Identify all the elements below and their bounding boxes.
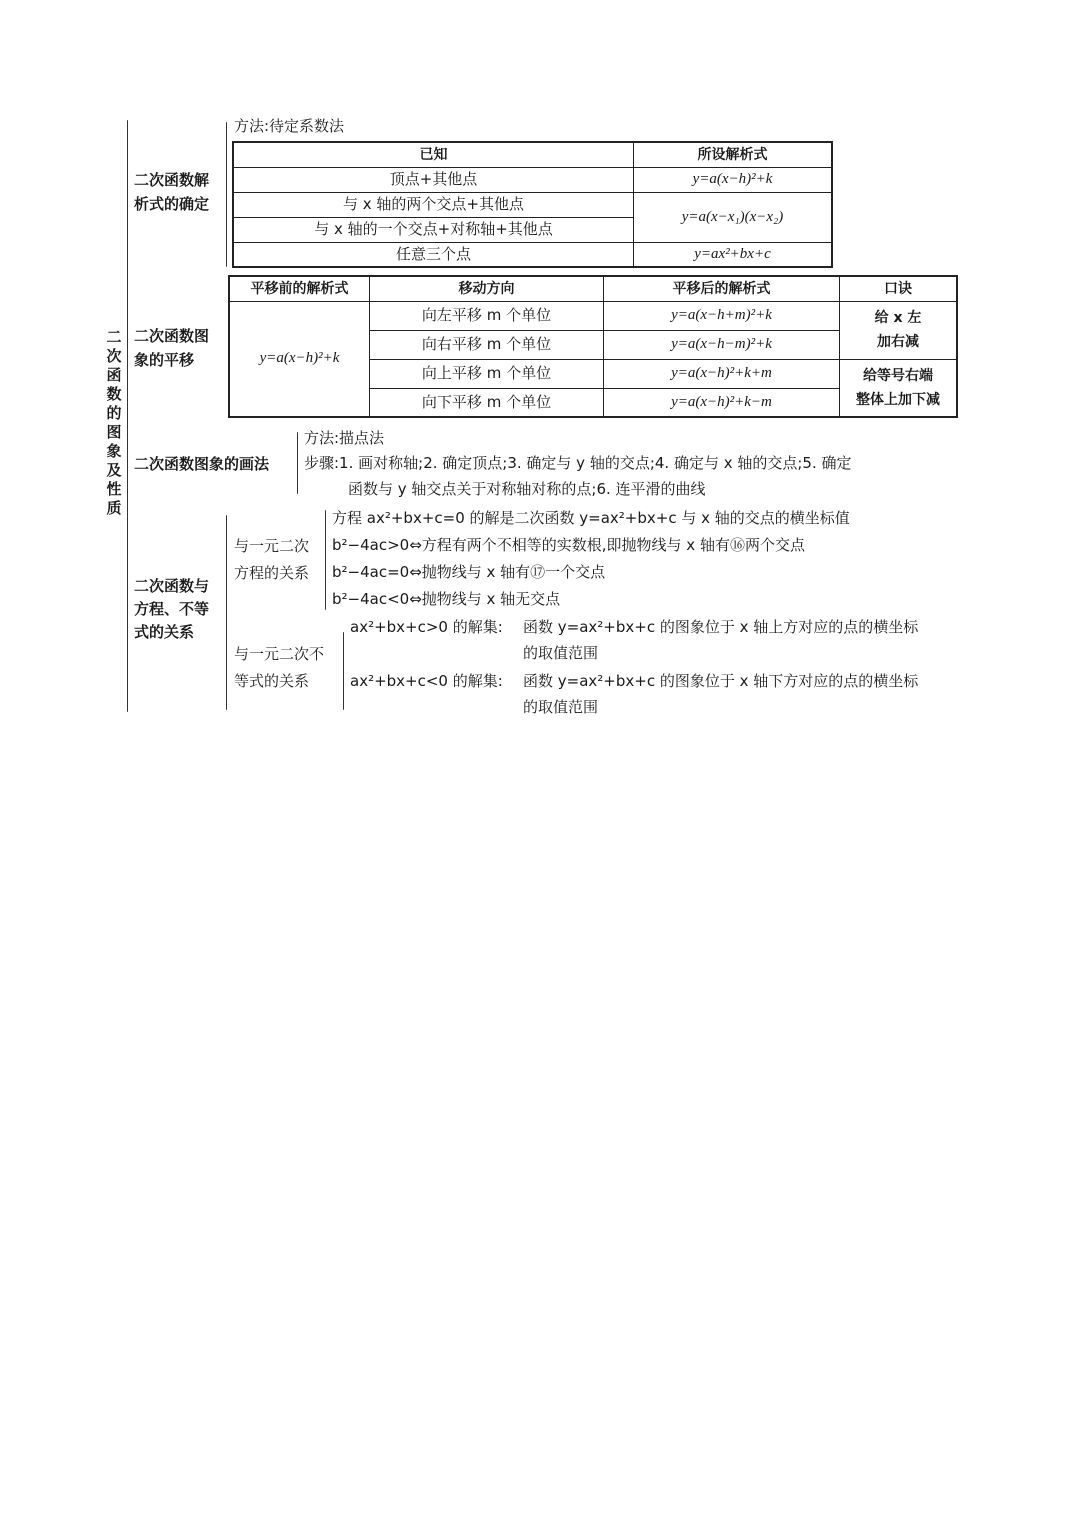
s4-ineq-desc-line1: 函数 y=ax²+bx+c 的图象位于 x 轴下方对应的点的横坐标 — [523, 672, 919, 690]
s2-table — [228, 275, 958, 418]
s4-ineq-title — [234, 644, 324, 692]
s1-title — [134, 170, 226, 214]
s1-row-known: 与 x 轴的一个交点+对称轴+其他点 — [233, 217, 634, 242]
s2-direction: 向下平移 m 个单位 — [370, 388, 604, 417]
s4-eq-title-line2: 方程的关系 — [234, 564, 310, 582]
s4-ineq-desc-line1: 函数 y=ax²+bx+c 的图象位于 x 轴上方对应的点的横坐标 — [523, 618, 919, 636]
s1-header-known: 已知 — [233, 142, 634, 167]
s2-header: 平移前的解析式 — [229, 276, 370, 301]
s3-title: 二次函数图象的画法 — [134, 455, 270, 473]
s4-brace — [226, 515, 227, 710]
s2-direction: 向左平移 m 个单位 — [370, 301, 604, 330]
s2-rhyme2-line2: 整体上加下减 — [856, 391, 940, 408]
s4-title-line2: 方程、不等 — [134, 600, 210, 618]
s3-method: 方法:描点法 — [304, 429, 385, 447]
s2-after-formula: y=a(x−h)²+k−m — [604, 388, 840, 417]
s1-title-line1: 二次函数解 — [134, 171, 210, 189]
s3-brace — [297, 432, 298, 494]
s1-row-known: 任意三个点 — [233, 242, 634, 267]
s2-title-line2: 象的平移 — [134, 351, 195, 369]
s2-direction: 向右平移 m 个单位 — [370, 330, 604, 359]
s1-row-known: 顶点+其他点 — [233, 167, 634, 192]
s2-before-formula: y=a(x−h)²+k — [229, 301, 370, 417]
s1-row-form: y=a(x−x₁)(x−x₂) — [634, 192, 833, 242]
s3-steps-line2: 函数与 y 轴交点关于对称轴对称的点;6. 连平滑的曲线 — [348, 480, 706, 498]
s4-eq-item: 方程 ax²+bx+c=0 的解是二次函数 y=ax²+bx+c 与 x 轴的交点的横坐标值 — [332, 509, 850, 527]
s2-header: 移动方向 — [370, 276, 604, 301]
s4-ineq-brace — [343, 632, 344, 710]
s2-after-formula: y=a(x−h+m)²+k — [604, 301, 840, 330]
s4-eq-item: b²−4ac<0⇔抛物线与 x 轴无交点 — [332, 590, 561, 608]
s4-eq-item: b²−4ac=0⇔抛物线与 x 轴有⑰一个交点 — [332, 563, 606, 581]
s2-after-formula: y=a(x−h)²+k+m — [604, 359, 840, 388]
s4-eq-item: b²−4ac>0⇔方程有两个不相等的实数根,即抛物线与 x 轴有⑯两个交点 — [332, 536, 805, 554]
s2-after-formula: y=a(x−h−m)²+k — [604, 330, 840, 359]
s4-ineq-desc-line2: 的取值范围 — [523, 698, 599, 716]
root-brace — [127, 120, 128, 712]
s2-header: 平移后的解析式 — [604, 276, 840, 301]
s2-rhyme-vertical — [840, 359, 958, 417]
s2-title-line1: 二次函数图 — [134, 327, 210, 345]
s4-title-line1: 二次函数与 — [134, 577, 210, 595]
s1-row-form: y=ax²+bx+c — [634, 242, 833, 267]
s1-row-form: y=a(x−h)²+k — [634, 167, 833, 192]
s2-rhyme2-line1: 给等号右端 — [863, 367, 933, 384]
s2-rhyme1-line1: 给 x 左 — [874, 310, 922, 326]
s4-ineq-desc-line2: 的取值范围 — [523, 644, 599, 662]
s1-brace — [226, 122, 227, 267]
s4-ineq-cond: ax²+bx+c>0 的解集: — [350, 618, 503, 636]
s1-title-line2: 析式的确定 — [134, 195, 210, 213]
s2-header: 口诀 — [840, 276, 958, 301]
s1-header-form: 所设解析式 — [634, 142, 833, 167]
s4-ineq-title-line1: 与一元二次不 — [234, 645, 325, 663]
s4-ineq-cond: ax²+bx+c<0 的解集: — [350, 672, 503, 690]
s2-rhyme-horizontal — [840, 301, 958, 359]
s2-title — [134, 326, 226, 370]
s2-direction: 向上平移 m 个单位 — [370, 359, 604, 388]
s4-eq-brace — [325, 510, 326, 610]
s3-steps-line1: 步骤:1. 画对称轴;2. 确定顶点;3. 确定与 y 轴的交点;4. 确定与 x 轴的交点;5. 确定 — [304, 454, 852, 472]
s4-title-line3: 式的关系 — [134, 623, 195, 641]
s4-eq-title-line1: 与一元二次 — [234, 537, 310, 555]
s4-title — [134, 576, 226, 642]
s1-table — [232, 141, 833, 268]
s1-method: 方法:待定系数法 — [234, 117, 345, 135]
s4-eq-title — [234, 536, 309, 584]
root-title: 二次函数的图象及性质 — [106, 328, 122, 517]
s1-row-known: 与 x 轴的两个交点+其他点 — [233, 192, 634, 217]
s2-rhyme1-line2: 加右减 — [877, 334, 919, 350]
s4-ineq-title-line2: 等式的关系 — [234, 672, 310, 690]
